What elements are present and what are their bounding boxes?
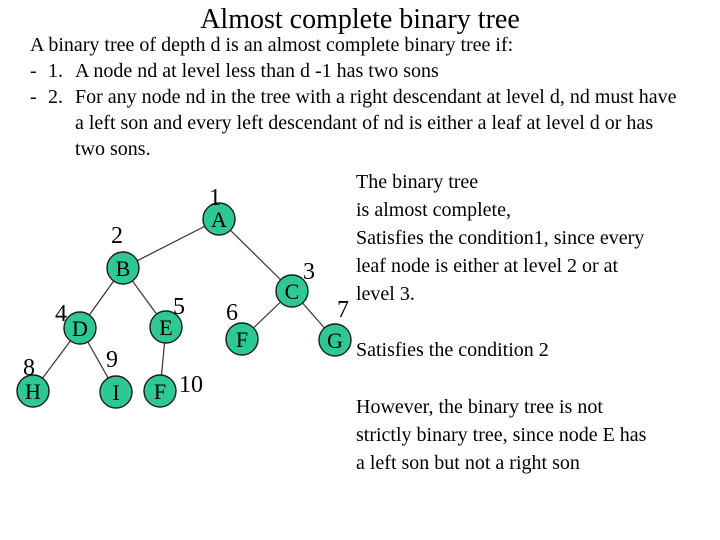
tree-node-number-I: 9: [106, 347, 118, 373]
bullet-dash: -: [30, 60, 37, 82]
tree-node-letter-B: B: [115, 256, 131, 281]
slide-title: Almost complete binary tree: [200, 4, 520, 35]
tree-node-letter-G: G: [327, 328, 343, 353]
tree-node-number-E: 5: [173, 294, 185, 320]
tree-node-number-A: 1: [209, 185, 221, 211]
note-line: The binary tree: [356, 171, 479, 193]
tree-node-letter-H: H: [25, 379, 41, 404]
tree-node-letter-D: D: [72, 316, 88, 341]
tree-node-number-G: 7: [337, 297, 349, 323]
note-line: Satisfies the condition1, since every: [356, 227, 645, 249]
tree-node-letter-C: C: [284, 279, 300, 304]
tree-node-letter-F6: F: [235, 327, 249, 352]
note-line: strictly binary tree, since node E has: [356, 424, 647, 446]
item-number: 1.: [48, 60, 63, 82]
tree-node-number-F10: 10: [179, 372, 203, 398]
item-text: A node nd at level less than d -1 has two sons: [75, 60, 439, 82]
note-line: However, the binary tree is not: [356, 396, 603, 418]
tree-node-number-F6: 6: [226, 300, 238, 326]
item-number: 2.: [48, 86, 63, 108]
bullet-dash: -: [30, 86, 37, 108]
note-block-1: [356, 168, 716, 308]
tree-node-letter-E: E: [159, 315, 173, 340]
item-text-continuation: a left son and every left descendant of nd is either a leaf at level d or has: [75, 112, 654, 134]
note-line: is almost complete,: [356, 199, 511, 221]
tree-node-letter-A: A: [211, 207, 227, 232]
note-line: level 3.: [356, 283, 415, 305]
tree-node-number-H: 8: [23, 355, 35, 381]
item-text: For any node nd in the tree with a right descendant at level d, nd must have: [75, 86, 677, 108]
tree-node-number-D: 4: [55, 301, 67, 327]
tree-node-letter-F10: F: [153, 379, 167, 404]
definition-intro: A binary tree of depth d is an almost complete binary tree if:: [30, 34, 514, 56]
item-text-continuation: two sons.: [75, 138, 151, 160]
note-line: Satisfies the condition 2: [356, 339, 549, 361]
note-line: leaf node is either at level 2 or at: [356, 255, 619, 277]
tree-node-number-B: 2: [111, 223, 123, 249]
note-line: a left son but not a right son: [356, 452, 580, 474]
tree-node-letter-I: I: [112, 380, 120, 405]
note-block-2: [356, 336, 716, 364]
note-block-3: [356, 393, 716, 477]
tree-node-number-C: 3: [303, 259, 315, 285]
